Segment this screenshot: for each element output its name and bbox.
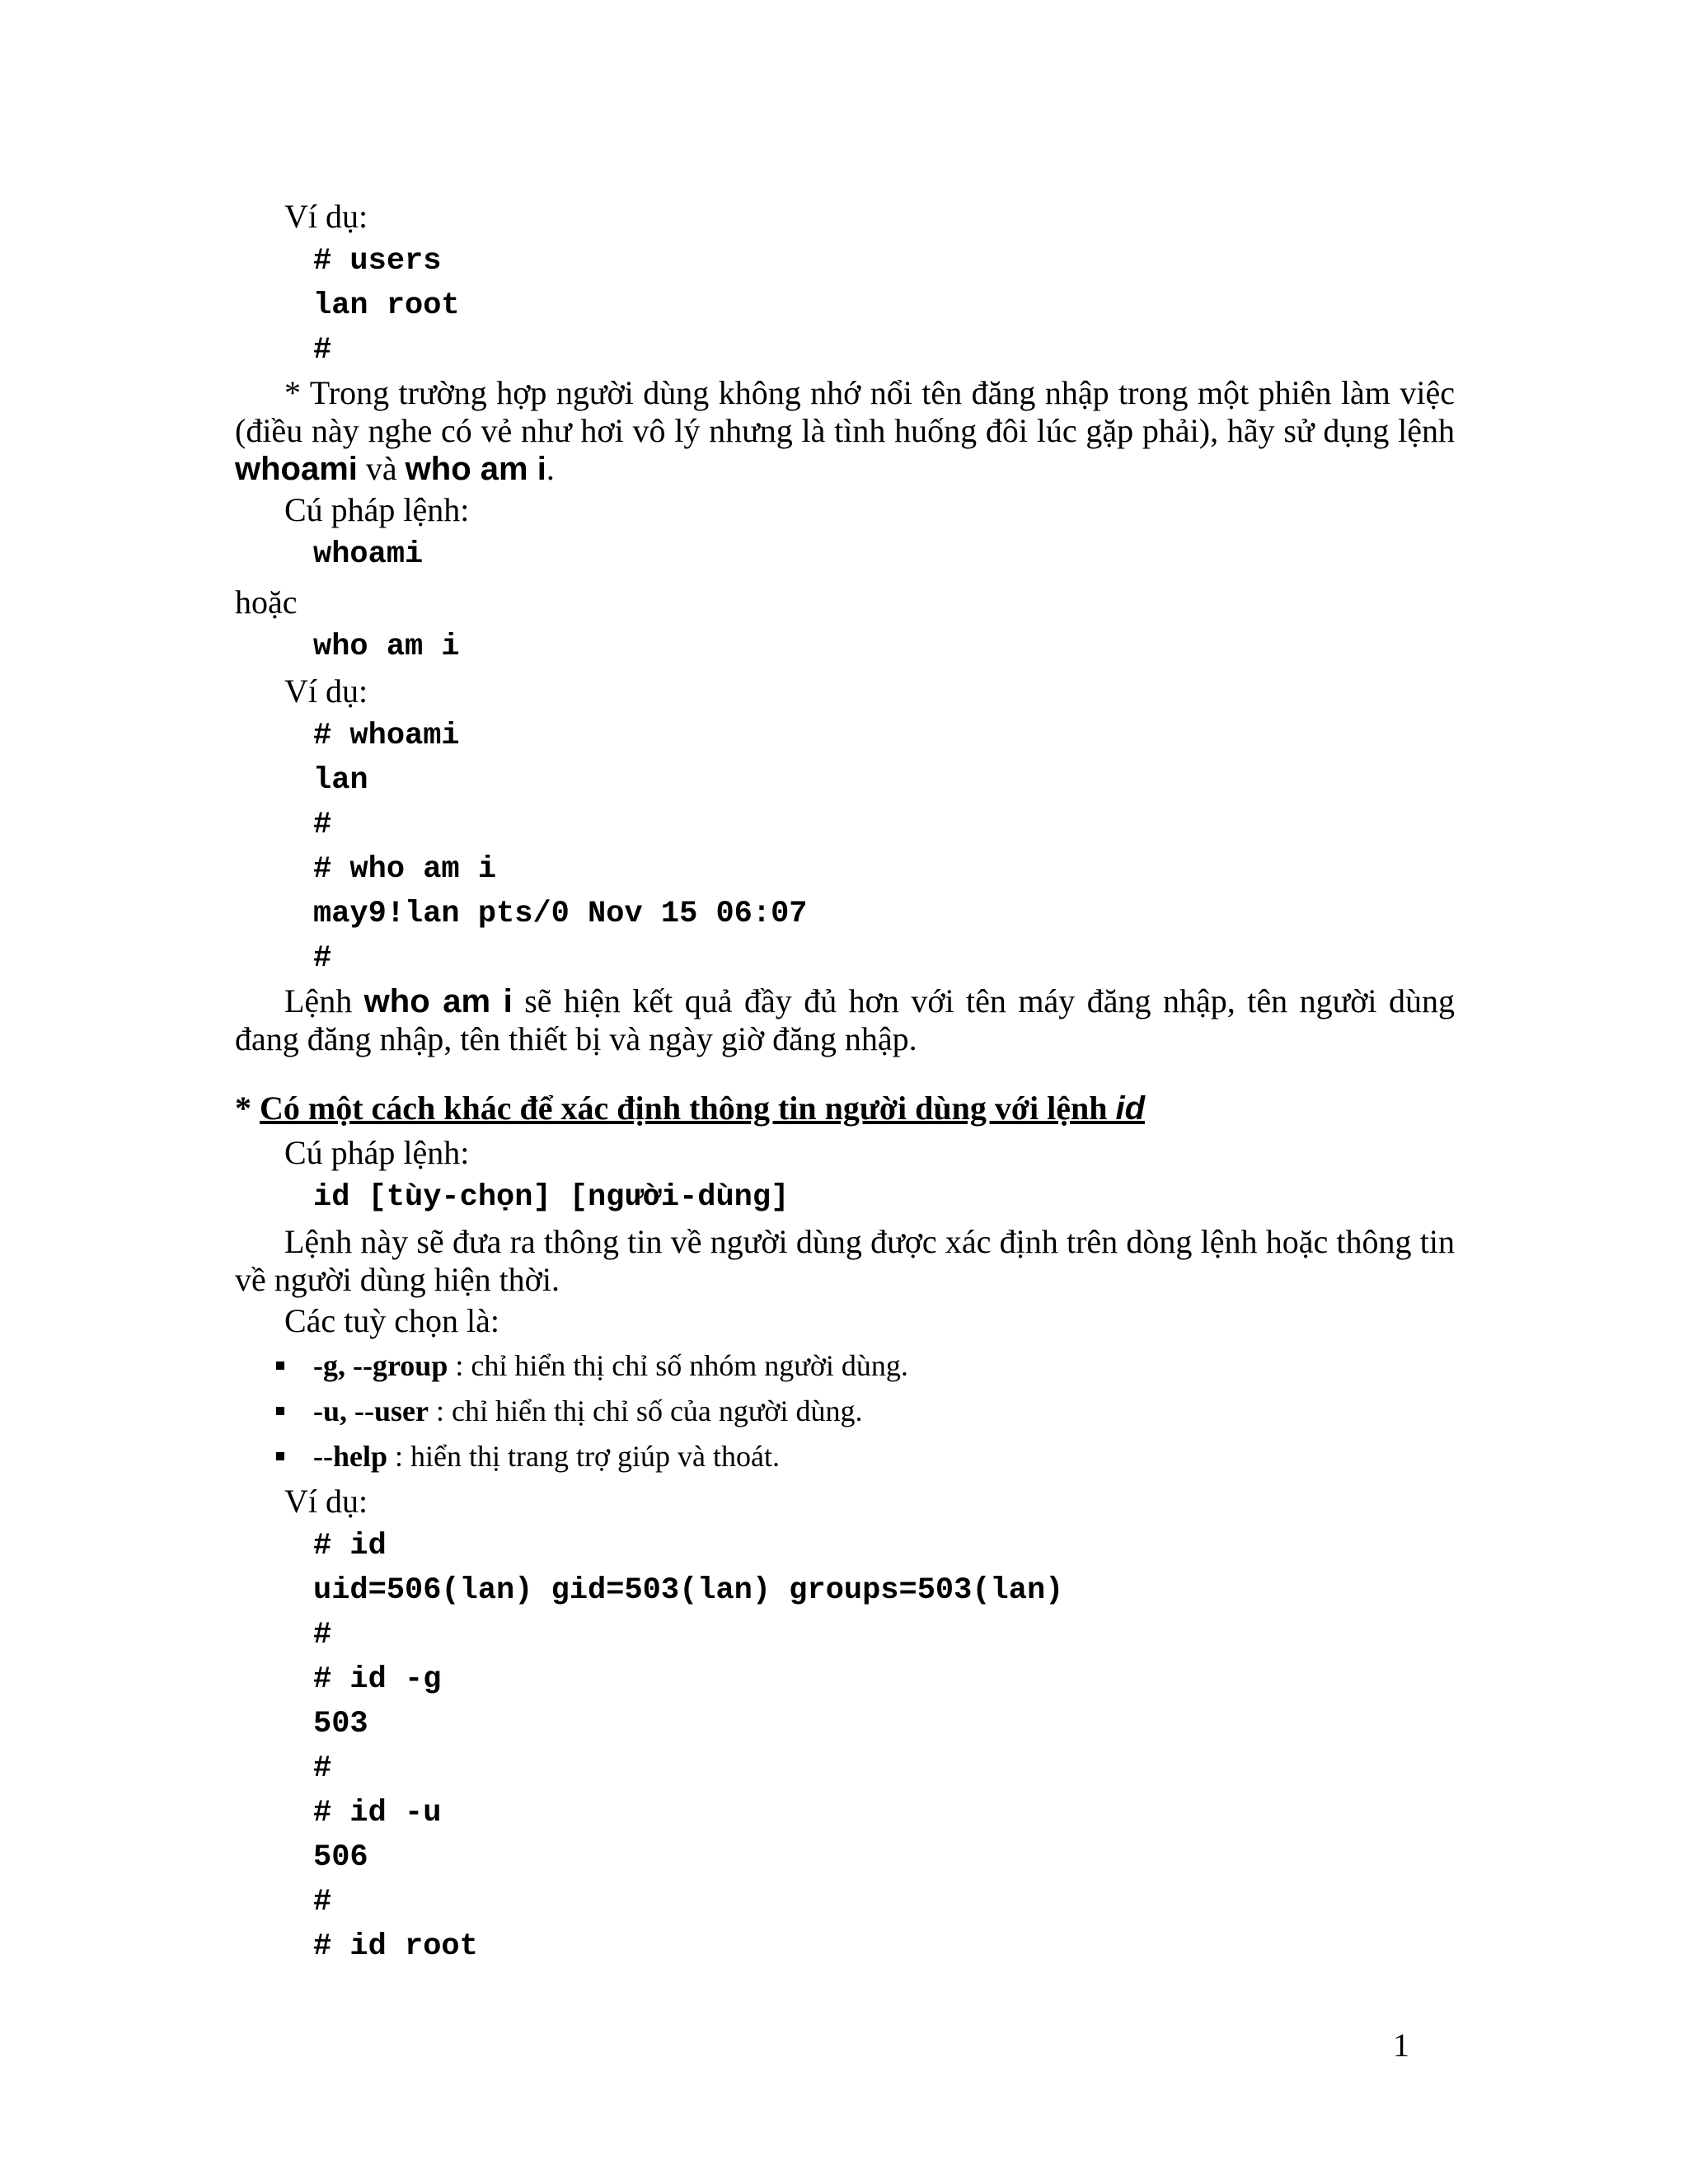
- options-intro: Các tuỳ chọn là:: [284, 1302, 500, 1339]
- document-page: [235, 194, 1455, 1969]
- syntax-label: Cú pháp lệnh:: [284, 1134, 470, 1171]
- command-keyword: whoami: [235, 451, 358, 487]
- or-label: hoặc: [235, 583, 298, 621]
- code-line: lan root: [313, 288, 460, 323]
- code-line: # id: [313, 1529, 387, 1563]
- command-keyword: who am i: [405, 451, 546, 487]
- code-line: uid=506(lan) gid=503(lan) groups=503(lan): [313, 1573, 1064, 1608]
- bullet-icon: [276, 1452, 284, 1460]
- syntax-code: id [tùy-chọn] [người-dùng]: [313, 1180, 790, 1215]
- code-line: # who am i: [313, 852, 497, 887]
- code-line: 506: [313, 1840, 368, 1875]
- who-am-i-paragraph: Lệnh who am i sẽ hiện kết quả đầy đủ hơn với tên máy đăng nhập, tên người dùng đang đăng nhập, tên thiết bị và ngày giờ đăng nhập.: [235, 982, 1455, 1057]
- list-item: -u, --user : chỉ hiển thị chỉ số của người dùng.: [235, 1389, 1455, 1434]
- whoami-paragraph: * Trong trường hợp người dùng không nhớ nổi tên đăng nhập trong một phiên làm việc (điều này nghe có vẻ như hơi vô lý nhưng là tình huống đôi lúc gặp phải), hãy sử dụng lệnh whoami và who am i.: [235, 374, 1455, 487]
- code-line: # id -g: [313, 1662, 442, 1697]
- command-keyword: who am i: [363, 983, 513, 1019]
- bullet-icon: [276, 1407, 284, 1415]
- example-label: Ví dụ:: [284, 673, 368, 710]
- code-line: may9!lan pts/0 Nov 15 06:07: [313, 897, 808, 931]
- code-line: #: [313, 808, 332, 842]
- code-line: #: [313, 941, 332, 976]
- code-line: #: [313, 333, 332, 368]
- code-line: lan: [313, 763, 368, 798]
- example-label: Ví dụ:: [284, 198, 368, 235]
- command-keyword: id: [1115, 1090, 1146, 1127]
- list-item: --help : hiển thị trang trợ giúp và thoát.: [235, 1434, 1455, 1479]
- code-line: #: [313, 1885, 332, 1919]
- code-line: # users: [313, 244, 442, 279]
- code-line: 503: [313, 1707, 368, 1741]
- bullet-icon: [276, 1361, 284, 1370]
- code-line: #: [313, 1751, 332, 1786]
- code-line: #: [313, 1618, 332, 1652]
- code-line: # id -u: [313, 1796, 442, 1830]
- syntax-code: who am i: [313, 630, 460, 664]
- code-line: # id root: [313, 1929, 478, 1964]
- section-heading: * Có một cách khác để xác định thông tin người dùng với lệnh id: [235, 1090, 1146, 1127]
- page-number: 1: [1393, 2027, 1409, 2064]
- code-line: # whoami: [313, 719, 460, 753]
- id-description: Lệnh này sẽ đưa ra thông tin về người dùng được xác định trên dòng lệnh hoặc thông tin về người dùng hiện thời.: [235, 1223, 1455, 1298]
- example-label: Ví dụ:: [284, 1483, 368, 1520]
- list-item: -g, --group : chỉ hiển thị chỉ số nhóm người dùng.: [235, 1343, 1455, 1389]
- syntax-label: Cú pháp lệnh:: [284, 491, 470, 528]
- syntax-code: whoami: [313, 537, 424, 572]
